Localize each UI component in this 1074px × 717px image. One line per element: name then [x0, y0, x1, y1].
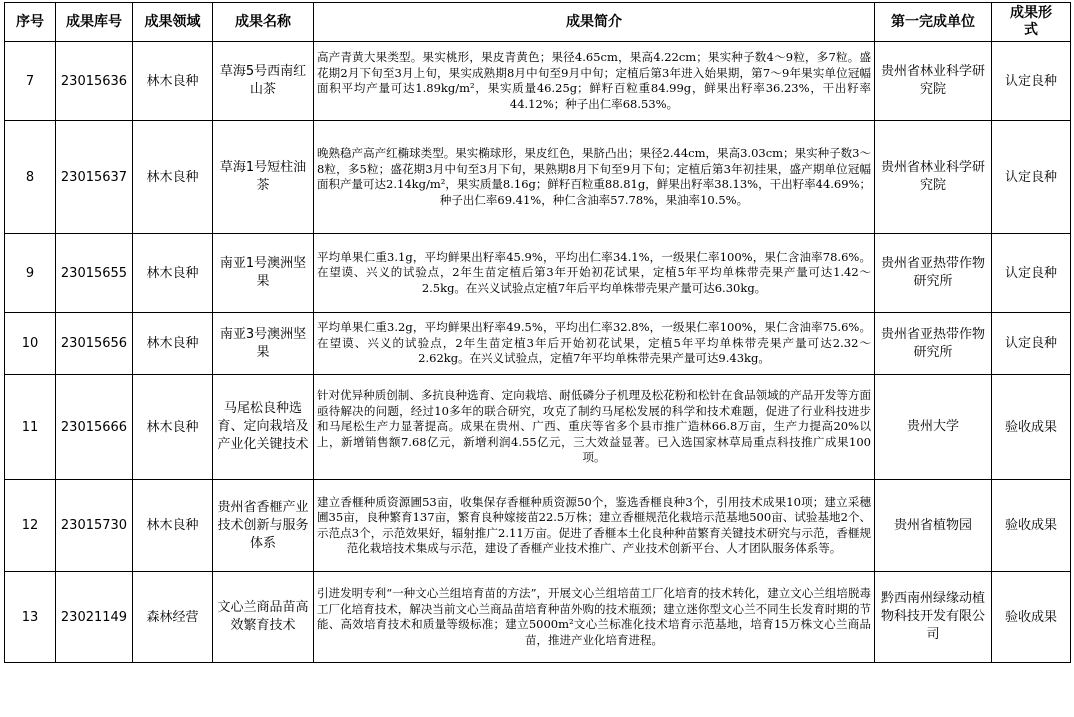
cell-form: 验收成果	[992, 375, 1071, 480]
table-row	[5, 480, 1071, 572]
cell-id: 23015666	[56, 375, 133, 480]
cell-unit: 贵州省林业科学研究院	[875, 42, 992, 121]
cell-id: 23015637	[56, 121, 133, 234]
cell-no: 12	[5, 480, 56, 572]
cell-summary: 引进发明专利“一种文心兰组培育苗的方法”，开展文心兰组培苗工厂化培育的技术转化，建立文心兰组培脱毒工厂化培育技术，解决当前文心兰商品苗培育种苗外购的技术瓶颈；建立迷你型文心兰不同生长发育时期的节能、高效培育技术和质量等级标准；建立5000m²文心兰标准化技术培育示范基地，培育15万株文心兰商品苗，推进产业化培育进程。	[314, 572, 875, 663]
cell-no: 8	[5, 121, 56, 234]
cell-form: 验收成果	[992, 480, 1071, 572]
cell-field: 林木良种	[133, 121, 213, 234]
table-row	[5, 42, 1071, 121]
cell-name: 南亚3号澳洲坚果	[213, 313, 314, 375]
cell-id: 23021149	[56, 572, 133, 663]
header-id: 成果库号	[56, 3, 133, 42]
header-field: 成果领域	[133, 3, 213, 42]
cell-field: 林木良种	[133, 375, 213, 480]
header-name: 成果名称	[213, 3, 314, 42]
table-row	[5, 313, 1071, 375]
cell-unit: 贵州大学	[875, 375, 992, 480]
cell-name: 马尾松良种选育、定向栽培及产业化关键技术	[213, 375, 314, 480]
cell-id: 23015655	[56, 234, 133, 313]
cell-name: 贵州省香榧产业技术创新与服务体系	[213, 480, 314, 572]
cell-no: 10	[5, 313, 56, 375]
cell-unit: 贵州省亚热带作物研究所	[875, 313, 992, 375]
cell-name: 文心兰商品苗高效繁育技术	[213, 572, 314, 663]
cell-no: 11	[5, 375, 56, 480]
table-row	[5, 375, 1071, 480]
cell-field: 林木良种	[133, 234, 213, 313]
header-summary: 成果简介	[314, 3, 875, 42]
header-unit: 第一完成单位	[875, 3, 992, 42]
header-form: 成果形式	[992, 3, 1071, 42]
cell-field: 林木良种	[133, 313, 213, 375]
cell-summary: 建立香榧种质资源圃53亩，收集保存香榧种质资源50个，鉴选香榧良种3个，引用技术成果10项；建立采穗圃35亩，良种繁育137亩，繁育良种嫁接苗22.5万株；建立香榧规范化栽培示范基地500亩、试验基地2个、示范点3个，示范效果好，辐射推广2.11万亩。促进了香榧本土化良种种苗繁育关键技术研究与示范，香榧规范化栽培技术集成与示范，建设了香榧产业技术推广、产业技术创新平台、人才团队服务体系等。	[314, 480, 875, 572]
cell-field: 林木良种	[133, 480, 213, 572]
cell-id: 23015656	[56, 313, 133, 375]
cell-summary: 针对优异种质创制、多抗良种选育、定向栽培、耐低磷分子机理及松花粉和松针在食品领域的产品开发等方面亟待解决的问题，经过10多年的联合研究，攻克了制约马尾松发展的科学和技术难题，促进了行业科技进步和马尾松生产力显著提高。成果在贵州、广西、重庆等省多个县市推广造林66.8万亩，生产力提高20%以上，新增销售额7.68亿元，新增利润4.55亿元，三大效益显著。已入选国家林草局重点科技推广成果100项。	[314, 375, 875, 480]
cell-name: 南亚1号澳洲坚果	[213, 234, 314, 313]
cell-unit: 贵州省林业科学研究院	[875, 121, 992, 234]
cell-form: 验收成果	[992, 572, 1071, 663]
cell-form: 认定良种	[992, 121, 1071, 234]
cell-form: 认定良种	[992, 234, 1071, 313]
cell-unit: 黔西南州绿缘动植物科技开发有限公司	[875, 572, 992, 663]
cell-no: 9	[5, 234, 56, 313]
cell-summary: 平均单果仁重3.2g，平均鲜果出籽率49.5%，平均出仁率32.8%，一级果仁率100%，果仁含油率75.6%。在望谟、兴义的试验点，2年生苗定植3年后开始初花试果，定植5年平均单株带壳果产量可达2.32～2.62kg。在兴义试验点，定植7年平均单株带壳果产量可达9.43kg。	[314, 313, 875, 375]
cell-unit: 贵州省亚热带作物研究所	[875, 234, 992, 313]
table-row	[5, 572, 1071, 663]
cell-form: 认定良种	[992, 313, 1071, 375]
cell-unit: 贵州省植物园	[875, 480, 992, 572]
cell-no: 7	[5, 42, 56, 121]
cell-summary: 高产青黄大果类型。果实桃形，果皮青黄色；果径4.65cm，果高4.22cm；果实种子数4～9粒，多7粒。盛花期2月下旬至3月上旬，果实成熟期8月中旬至9月中旬；定植后第3年进入始果期，第7～9年果实单位冠幅面积平均产量可达1.89kg/m²，果实质量46.25g；鲜籽百粒重84.99g，鲜果出籽率36.23%，干出籽率44.12%；种子出仁率68.53%。	[314, 42, 875, 121]
cell-id: 23015636	[56, 42, 133, 121]
header-row	[5, 3, 1071, 42]
cell-name: 草海5号西南红山茶	[213, 42, 314, 121]
cell-no: 13	[5, 572, 56, 663]
cell-name: 草海1号短柱油茶	[213, 121, 314, 234]
cell-form: 认定良种	[992, 42, 1071, 121]
results-table	[4, 2, 1071, 663]
cell-field: 森林经营	[133, 572, 213, 663]
cell-summary: 平均单果仁重3.1g，平均鲜果出籽率45.9%，平均出仁率34.1%，一级果仁率100%，果仁含油率78.6%。在望谟、兴义的试验点，2年生苗定植后第3年开始初花试果，定植5年平均单株带壳果产量可达1.42～2.5kg。在兴义试验点定植7年后平均单株带壳果产量可达6.30kg。	[314, 234, 875, 313]
cell-summary: 晚熟稳产高产红椭球类型。果实椭球形，果皮红色，果脐凸出；果径2.44cm，果高3.03cm；果实种子数3～8粒，多5粒；盛花期3月中旬至3月下旬，果熟期8月下旬至9月下旬；定植后第3年初挂果，盛产期单位冠幅面积产量可达2.14kg/m²，果实质量8.16g；鲜籽百粒重88.81g，鲜果出籽率38.13%，干出籽率44.69%；种子出仁率69.41%，种仁含油率57.78%，果油率10.5%。	[314, 121, 875, 234]
table-row	[5, 234, 1071, 313]
cell-field: 林木良种	[133, 42, 213, 121]
cell-id: 23015730	[56, 480, 133, 572]
table-row	[5, 121, 1071, 234]
header-no: 序号	[5, 3, 56, 42]
